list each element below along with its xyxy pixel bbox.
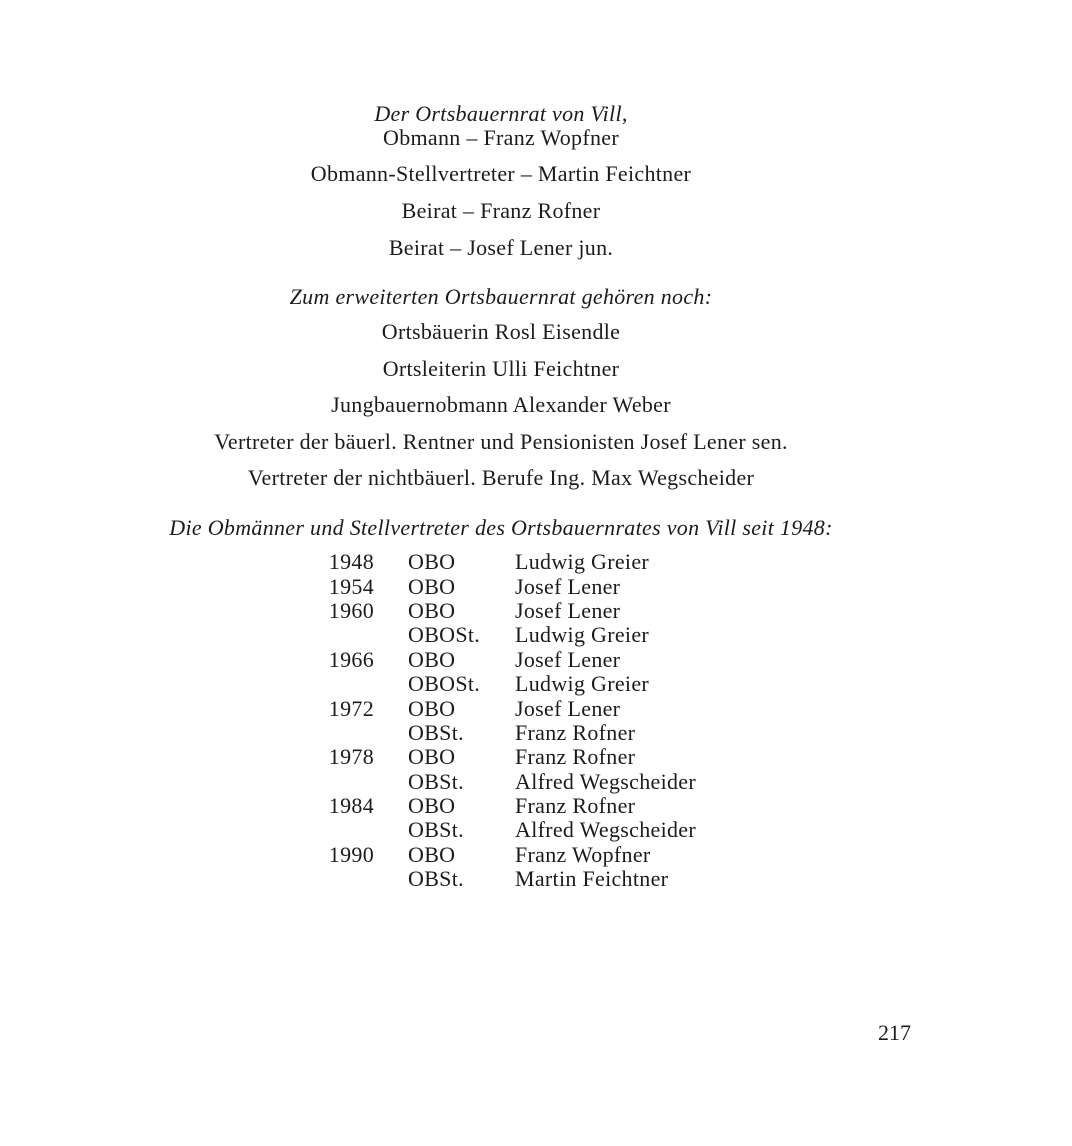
council-beirat-2: Beirat – Josef Lener jun.	[388, 235, 614, 260]
history-year	[320, 867, 408, 891]
history-function: OBO	[408, 841, 456, 867]
history-year	[320, 623, 408, 647]
history-function: OBSt.	[408, 719, 464, 745]
history-row	[320, 721, 696, 745]
history-name: Josef Lener	[515, 646, 621, 672]
history-year: 1960	[328, 597, 374, 623]
extended-member-ortsbaeuerin: Ortsbäuerin Rosl Eisendle	[381, 319, 621, 344]
history-row	[320, 818, 696, 842]
history-name: Josef Lener	[515, 597, 621, 623]
history-name: Martin Feichtner	[515, 866, 669, 892]
extended-member-ortsleiterin: Ortsleiterin Ulli Feichtner	[382, 356, 620, 381]
history-function: OBO	[408, 573, 456, 599]
history-row	[320, 696, 696, 720]
history-function: OBSt.	[408, 768, 464, 794]
history-year: 1948	[328, 549, 374, 575]
history-year: 1984	[328, 793, 374, 819]
history-heading: Die Obmänner und Stellvertreter des Ortsbauernrates von Vill seit 1948:	[169, 515, 833, 540]
history-row	[320, 794, 696, 818]
history-function: OBOSt.	[408, 622, 481, 648]
council-heading: Der Ortsbauernrat von Vill,	[374, 101, 628, 126]
history-name: Ludwig Greier	[515, 671, 650, 697]
history-function: OBO	[408, 646, 456, 672]
extended-member-jungbauernobmann: Jungbauernobmann Alexander Weber	[331, 392, 671, 417]
history-row	[320, 770, 696, 794]
history-row	[320, 550, 696, 574]
history-name: Alfred Wegscheider	[515, 768, 696, 794]
history-year: 1978	[328, 744, 374, 770]
history-row	[320, 623, 696, 647]
history-table-body	[320, 550, 696, 891]
history-name: Franz Rofner	[515, 793, 636, 819]
history-name: Josef Lener	[515, 573, 621, 599]
history-function: OBO	[408, 744, 456, 770]
history-row	[320, 599, 696, 623]
history-year	[320, 721, 408, 745]
history-row	[320, 672, 696, 696]
history-function: OBSt.	[408, 866, 464, 892]
history-function: OBSt.	[408, 817, 464, 843]
council-stellvertreter: Obmann-Stellvertreter – Martin Feichtner	[310, 161, 692, 186]
history-row	[320, 648, 696, 672]
history-name: Franz Rofner	[515, 719, 636, 745]
history-function: OBO	[408, 695, 456, 721]
history-name: Josef Lener	[515, 695, 621, 721]
page-number: 217	[878, 1020, 911, 1045]
council-beirat-1: Beirat – Franz Rofner	[401, 198, 601, 223]
history-row	[320, 867, 696, 891]
history-function: OBO	[408, 549, 456, 575]
history-name: Alfred Wegscheider	[515, 817, 696, 843]
history-year	[320, 672, 408, 696]
history-year: 1972	[328, 695, 374, 721]
history-function: OBO	[408, 597, 456, 623]
history-name: Ludwig Greier	[515, 622, 650, 648]
history-year	[320, 770, 408, 794]
extended-member-berufe-vertreter: Vertreter der nichtbäuerl. Berufe Ing. Max Wegscheider	[247, 465, 755, 490]
history-name: Ludwig Greier	[515, 549, 650, 575]
history-year: 1954	[328, 573, 374, 599]
history-row	[320, 843, 696, 867]
council-obmann: Obmann – Franz Wopfner	[383, 125, 619, 150]
history-row	[320, 745, 696, 769]
history-name: Franz Wopfner	[515, 841, 651, 867]
history-row	[320, 574, 696, 598]
history-table	[320, 550, 696, 891]
history-year: 1966	[328, 646, 374, 672]
history-function: OBOSt.	[408, 671, 481, 697]
history-year	[320, 818, 408, 842]
extended-member-rentner-vertreter: Vertreter der bäuerl. Rentner und Pensionisten Josef Lener sen.	[214, 429, 788, 454]
history-function: OBO	[408, 793, 456, 819]
history-name: Franz Rofner	[515, 744, 636, 770]
history-year: 1990	[328, 841, 374, 867]
extended-council-heading: Zum erweiterten Ortsbauernrat gehören noch:	[289, 284, 713, 309]
